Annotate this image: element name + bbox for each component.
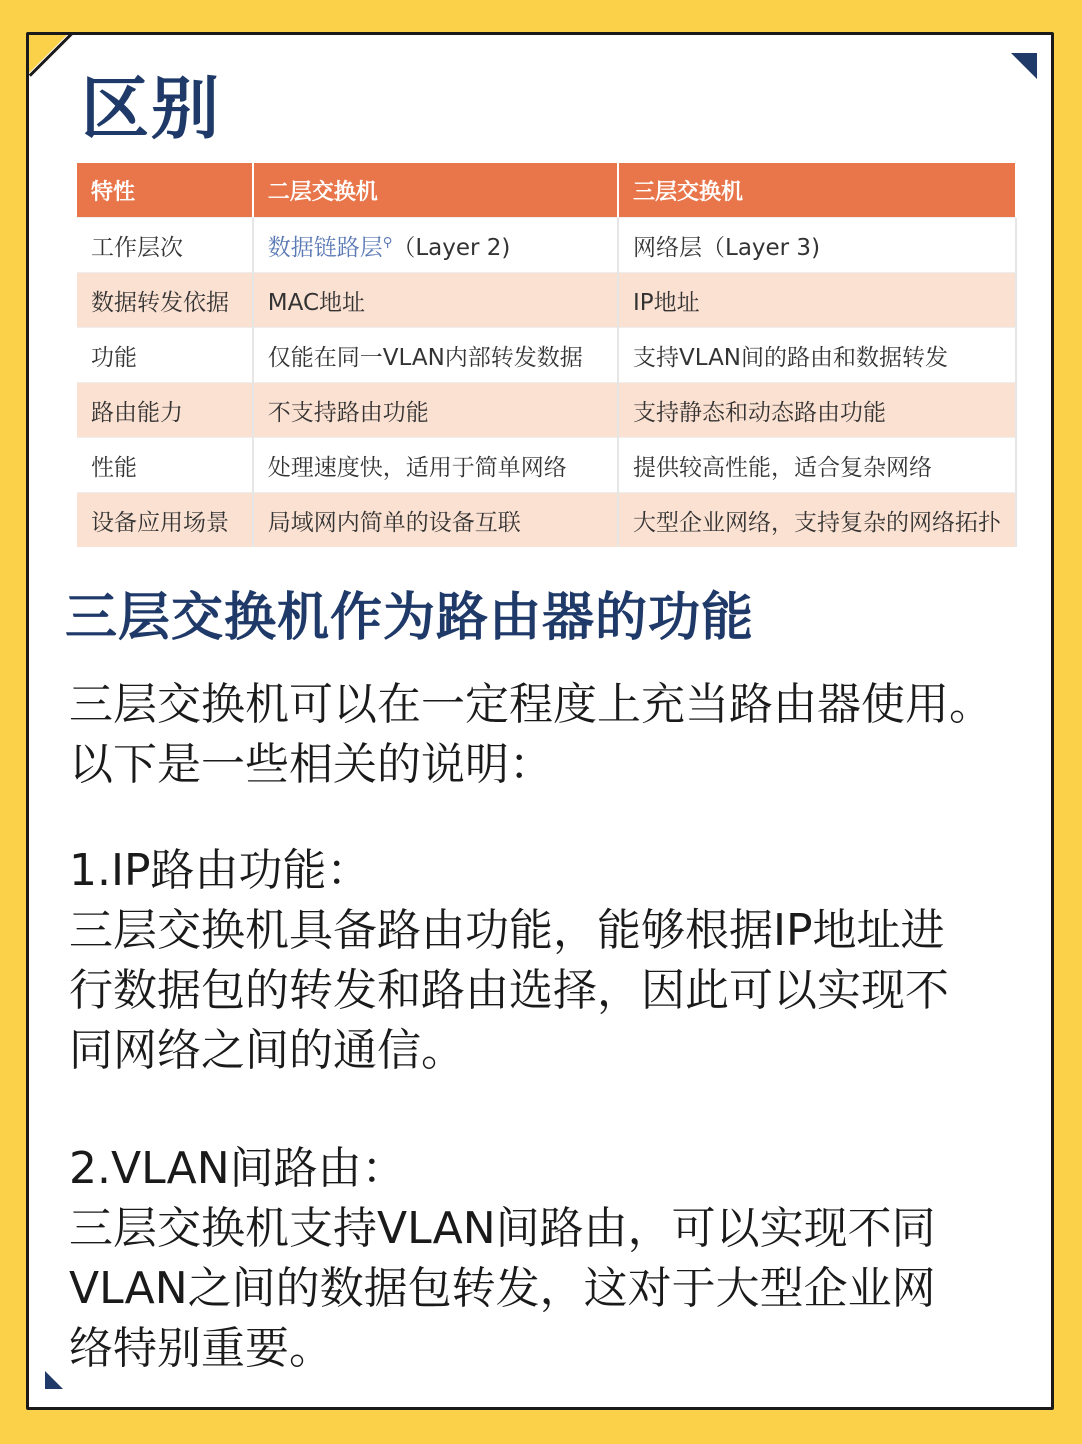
cell-layer2 bbox=[253, 218, 618, 273]
cell-layer2: 不支持路由功能 bbox=[253, 383, 618, 438]
table-header-row bbox=[77, 163, 1016, 218]
header-layer3: 三层交换机 bbox=[618, 163, 1016, 218]
cell-feature: 工作层次 bbox=[77, 218, 253, 273]
content-card bbox=[26, 32, 1054, 1410]
intro-line: 以下是一些相关的说明： bbox=[69, 739, 553, 790]
cell-layer3: 支持静态和动态路由功能 bbox=[618, 383, 1016, 438]
cell-feature: 数据转发依据 bbox=[77, 273, 253, 328]
intro-paragraph bbox=[69, 675, 1029, 795]
point-2 bbox=[69, 1139, 1029, 1379]
table-row bbox=[77, 328, 1016, 383]
table-row bbox=[77, 438, 1016, 493]
point-2-heading: 2.VLAN间路由： bbox=[69, 1143, 406, 1194]
table-row bbox=[77, 218, 1016, 273]
intro-line: 三层交换机可以在一定程度上充当路由器使用。 bbox=[69, 679, 993, 730]
cell-layer2: MAC地址 bbox=[253, 273, 618, 328]
cell-feature: 设备应用场景 bbox=[77, 493, 253, 548]
cell-feature: 性能 bbox=[77, 438, 253, 493]
data-link-layer-link[interactable]: 数据链路层 bbox=[267, 234, 383, 261]
cell-layer2: 局域网内简单的设备互联 bbox=[253, 493, 618, 548]
header-layer2: 二层交换机 bbox=[253, 163, 618, 218]
cell-layer3: 支持VLAN间的路由和数据转发 bbox=[618, 328, 1016, 383]
cell-layer2: 处理速度快，适用于简单网络 bbox=[253, 438, 618, 493]
point-1 bbox=[69, 841, 1029, 1081]
point-2-line: VLAN之间的数据包转发，这对于大型企业网 bbox=[69, 1263, 936, 1314]
cell-layer3: 大型企业网络，支持复杂的网络拓扑 bbox=[618, 493, 1016, 548]
table-row bbox=[77, 383, 1016, 438]
search-icon: ⚲ bbox=[382, 234, 393, 250]
table-row bbox=[77, 493, 1016, 548]
table-row bbox=[77, 273, 1016, 328]
page-title: 区别 bbox=[81, 70, 222, 149]
point-2-line: 络特别重要。 bbox=[69, 1323, 333, 1374]
cell-layer3: IP地址 bbox=[618, 273, 1016, 328]
point-1-heading: 1.IP路由功能： bbox=[69, 845, 371, 896]
section-heading: 三层交换机作为路由器的功能 bbox=[65, 588, 755, 648]
corner-mark-bottom-left bbox=[45, 1371, 63, 1389]
point-2-line: 三层交换机支持VLAN间路由，可以实现不同 bbox=[69, 1203, 936, 1254]
comparison-table bbox=[77, 163, 1017, 547]
cell-feature: 功能 bbox=[77, 328, 253, 383]
cell-layer3: 提供较高性能，适合复杂网络 bbox=[618, 438, 1016, 493]
cell-layer2: 仅能在同一VLAN内部转发数据 bbox=[253, 328, 618, 383]
header-feature: 特性 bbox=[77, 163, 253, 218]
cell-feature: 路由能力 bbox=[77, 383, 253, 438]
point-1-line: 同网络之间的通信。 bbox=[69, 1025, 465, 1076]
cell-layer3: 网络层（Layer 3) bbox=[618, 218, 1016, 273]
corner-mark-top-right bbox=[1011, 53, 1037, 79]
cell-layer2-suffix: （Layer 2) bbox=[392, 234, 511, 261]
point-1-line: 行数据包的转发和路由选择，因此可以实现不 bbox=[69, 965, 949, 1016]
point-1-line: 三层交换机具备路由功能，能够根据IP地址进 bbox=[69, 905, 945, 956]
